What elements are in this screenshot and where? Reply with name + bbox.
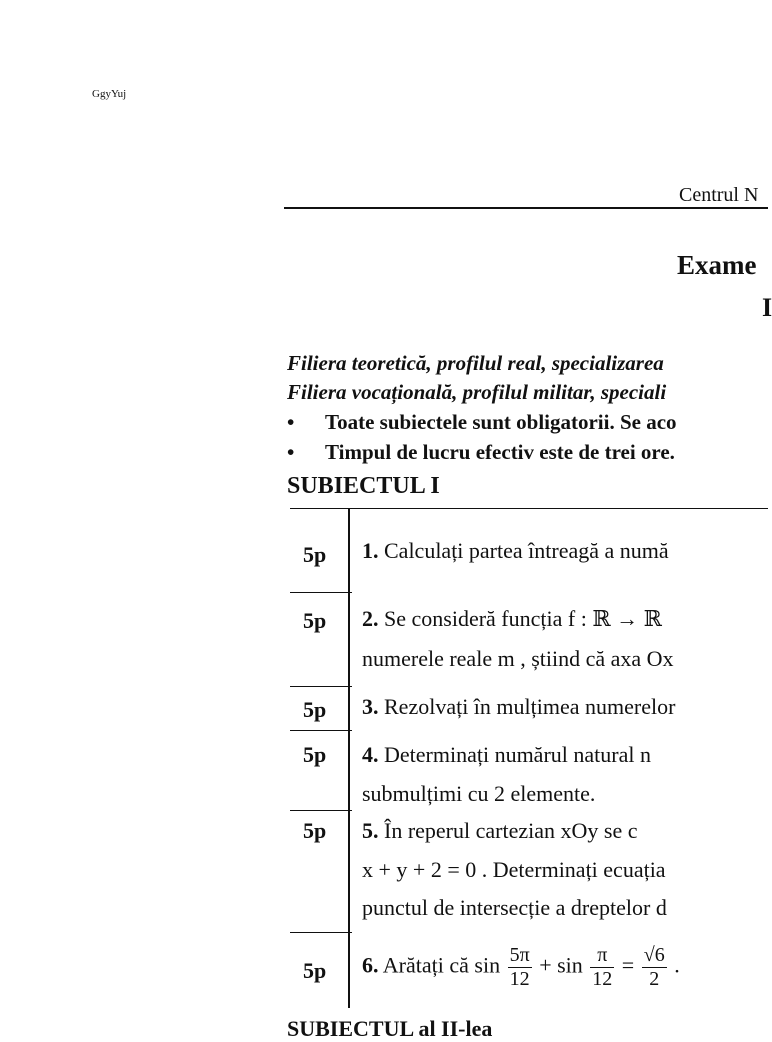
fraction-numerator: π xyxy=(590,944,614,968)
item-2-line-1-text: Se consideră funcția f : ℝ → ℝ xyxy=(384,606,662,631)
header-organization: Centrul N xyxy=(679,184,759,206)
item-5-line-1-text: În reperul cartezian xOy se c xyxy=(384,818,638,843)
table-points-divider xyxy=(348,508,350,1008)
filiera-line-2: Filiera vocațională, profilul militar, speciali xyxy=(287,380,667,404)
fraction-sqrt6-2 xyxy=(642,944,667,991)
bullet-icon: • xyxy=(287,410,295,434)
item-4-line-1-text: Determinați numărul natural n xyxy=(384,742,651,767)
next-section-title: SUBIECTUL al II-lea xyxy=(287,1016,493,1041)
table-top-border xyxy=(290,508,768,509)
item-6-equals: = xyxy=(621,952,635,978)
row-separator xyxy=(290,932,352,933)
rule-bullet-2 xyxy=(287,440,675,465)
item-1-text xyxy=(362,538,669,564)
fraction-pi-12 xyxy=(590,944,614,991)
item-5-line-2: x + y + 2 = 0 . Determinați ecuația xyxy=(362,857,666,882)
bullet-text: Toate subiectele sunt obligatorii. Se aco xyxy=(325,410,677,434)
rule-bullet-1 xyxy=(287,410,677,435)
item-5-line-3: punctul de intersecție a dreptelor d xyxy=(362,895,667,920)
fraction-denominator: 12 xyxy=(509,968,530,990)
item-4-line-2: submulțimi cu 2 elemente. xyxy=(362,781,596,806)
item-2-number: 2. xyxy=(362,606,379,631)
page-tag: GgyYuj xyxy=(92,88,127,100)
row-separator xyxy=(290,592,352,593)
fraction-denominator: 12 xyxy=(592,968,613,990)
item-5-number: 5. xyxy=(362,818,379,843)
fraction-numerator: √6 xyxy=(643,944,665,966)
exam-title: Exame xyxy=(677,250,757,280)
item-5-points: 5p xyxy=(303,818,327,843)
header-rule xyxy=(284,207,768,209)
item-1-number: 1. xyxy=(362,538,379,563)
item-6-end: . xyxy=(674,952,680,978)
item-2-line-2: numerele reale m , știind că axa Ox xyxy=(362,646,674,671)
fraction-denominator: 2 xyxy=(649,968,660,990)
item-6-points: 5p xyxy=(303,958,327,983)
item-3-points: 5p xyxy=(303,697,327,722)
bullet-icon: • xyxy=(287,440,295,464)
bullet-text: Timpul de lucru efectiv este de trei ore. xyxy=(325,440,675,464)
item-6-line-1 xyxy=(362,944,680,991)
row-separator xyxy=(290,730,352,731)
fraction-5pi-12 xyxy=(508,944,532,991)
filiera-line-1: Filiera teoretică, profilul real, specializarea xyxy=(287,351,664,375)
fraction-numerator: 5π xyxy=(509,944,530,966)
item-1-points: 5p xyxy=(303,542,327,567)
item-3-line-1 xyxy=(362,694,675,720)
row-separator xyxy=(290,810,352,811)
section-title: SUBIECTUL I xyxy=(287,473,440,499)
header-mark: I xyxy=(762,293,772,322)
item-4-number: 4. xyxy=(362,742,379,767)
item-4-line-1 xyxy=(362,742,651,768)
item-1-line-1: Calculați partea întreagă a numă xyxy=(384,538,669,563)
item-2-points: 5p xyxy=(303,608,327,633)
item-3-line-1-text: Rezolvați în mulțimea numerelor xyxy=(384,694,676,719)
item-4-points: 5p xyxy=(303,742,327,767)
item-3-number: 3. xyxy=(362,694,379,719)
item-2-line-1 xyxy=(362,606,662,632)
row-separator xyxy=(290,686,352,687)
item-6-text-mid: + sin xyxy=(539,952,583,978)
item-6-number: 6. xyxy=(362,952,379,978)
item-5-line-1 xyxy=(362,818,637,844)
item-6-text-pre: Arătați că sin xyxy=(382,952,501,978)
